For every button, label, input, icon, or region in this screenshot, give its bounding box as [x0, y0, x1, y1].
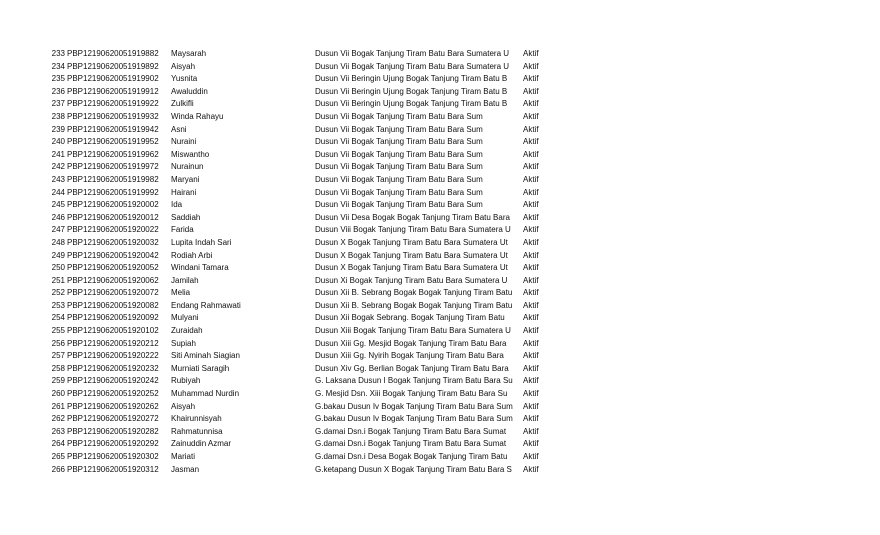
table-row: [0, 438, 880, 451]
row-number: 247: [51, 225, 65, 235]
recipient-status: Aktif: [523, 74, 539, 84]
recipient-code: PBP12190620051920082: [67, 300, 159, 310]
table-row: [0, 48, 880, 61]
recipient-address: Dusun X Bogak Tanjung Tiram Batu Bara Sumatera Ut: [315, 250, 508, 260]
recipient-status: Aktif: [523, 389, 539, 399]
recipient-code: PBP12190620051920302: [67, 452, 159, 461]
row-number: 256: [51, 338, 65, 348]
recipient-name: Zuraidah: [171, 326, 203, 336]
recipient-code: PBP12190620051920292: [67, 439, 159, 449]
recipient-status: Aktif: [523, 401, 539, 411]
row-number: 240: [51, 137, 65, 147]
recipient-address: G. Mesjid Dsn. Xiii Bogak Tanjung Tiram Batu Bara Su: [315, 389, 508, 399]
recipient-code: PBP12190620051920272: [67, 414, 159, 424]
recipient-code: PBP12190620051920012: [67, 212, 159, 222]
row-number: 254: [51, 313, 65, 323]
row-number: 242: [51, 162, 65, 172]
recipient-status: Aktif: [523, 313, 539, 323]
recipient-address: Dusun Vii Bogak Tanjung Tiram Batu Bara Sum: [315, 174, 483, 184]
row-number: 249: [51, 250, 65, 260]
recipient-code: PBP12190620051919882: [67, 49, 159, 58]
recipient-name: Winda Rahayu: [171, 111, 224, 121]
row-number: 241: [51, 149, 65, 159]
recipient-status: Aktif: [523, 288, 539, 298]
recipient-address: Dusun Xii B. Sebrang Bogak Bogak Tanjung Tiram Batu: [315, 288, 513, 298]
table-row: [0, 375, 880, 388]
recipient-code: PBP12190620051919942: [67, 124, 159, 134]
table-row: [0, 73, 880, 86]
table-row: [0, 161, 880, 174]
row-number: 250: [51, 263, 65, 273]
recipient-address: Dusun Xiii Bogak Tanjung Tiram Batu Bara Sumatera U: [315, 326, 511, 336]
table-row: [0, 350, 880, 363]
recipient-address: G.damai Dsn.i Bogak Tanjung Tiram Batu Bara Sumat: [315, 426, 507, 436]
recipient-code: PBP12190620051920092: [67, 313, 159, 323]
recipient-name: Siti Aminah Siagian: [171, 351, 240, 361]
recipient-address: Dusun Vii Desa Bogak Bogak Tanjung Tiram Batu Bara: [315, 212, 510, 222]
recipient-name: Supiah: [171, 338, 196, 348]
row-number: 262: [51, 414, 65, 424]
row-number: 237: [51, 99, 65, 109]
table-row: [0, 451, 880, 464]
recipient-code: PBP12190620051919892: [67, 61, 159, 71]
recipient-status: Aktif: [523, 452, 539, 461]
row-number: 263: [51, 426, 65, 436]
recipient-address: Dusun X Bogak Tanjung Tiram Batu Bara Sumatera Ut: [315, 237, 508, 247]
recipient-code: PBP12190620051920052: [67, 263, 159, 273]
recipient-status: Aktif: [523, 187, 539, 197]
recipient-address: G.bakau Dusun Iv Bogak Tanjung Tiram Batu Bara Sum: [315, 401, 513, 411]
recipient-name: Maysarah: [171, 49, 207, 58]
row-number: 233: [51, 49, 65, 58]
recipient-name: Zainuddin Azmar: [171, 439, 232, 449]
recipient-status: Aktif: [523, 300, 539, 310]
recipient-address: G.damai Dsn.i Desa Bogak Bogak Tanjung Tiram Batu: [315, 452, 508, 461]
table-row: [0, 312, 880, 325]
recipient-address: G.ketapang Dusun X Bogak Tanjung Tiram Batu Bara S: [315, 464, 512, 474]
recipient-code: PBP12190620051920062: [67, 275, 159, 285]
recipient-address: G.damai Dsn.i Bogak Tanjung Tiram Batu Bara Sumat: [315, 439, 507, 449]
recipient-address: Dusun Vii Bogak Tanjung Tiram Batu Bara Sum: [315, 111, 483, 121]
recipient-name: Khairunnisyah: [171, 414, 222, 424]
recipient-code: PBP12190620051919972: [67, 162, 159, 172]
table-row: [0, 61, 880, 74]
recipient-status: Aktif: [523, 162, 539, 172]
recipient-address: Dusun Vii Bogak Tanjung Tiram Batu Bara Sumatera U: [315, 49, 510, 58]
recipient-name: Rodiah Arbi: [171, 250, 213, 260]
recipient-name: Muhammad Nurdin: [171, 389, 240, 399]
table-row: [0, 250, 880, 263]
recipient-code: PBP12190620051920242: [67, 376, 159, 386]
recipient-name: Nuraini: [171, 137, 197, 147]
recipient-status: Aktif: [523, 86, 539, 96]
recipient-name: Mulyani: [171, 313, 199, 323]
recipient-status: Aktif: [523, 464, 539, 474]
table-row: [0, 86, 880, 99]
table-row: [0, 338, 880, 351]
recipient-status: Aktif: [523, 111, 539, 121]
recipient-name: Maryani: [171, 174, 200, 184]
recipient-address: Dusun Vii Bogak Tanjung Tiram Batu Bara Sum: [315, 162, 483, 172]
recipient-status: Aktif: [523, 212, 539, 222]
recipient-status: Aktif: [523, 414, 539, 424]
row-number: 260: [51, 389, 65, 399]
recipient-table: [0, 48, 880, 476]
row-number: 261: [51, 401, 65, 411]
recipient-status: Aktif: [523, 338, 539, 348]
recipient-name: Yusnita: [171, 74, 198, 84]
table-row: [0, 426, 880, 439]
recipient-status: Aktif: [523, 200, 539, 210]
recipient-address: Dusun Xiii Gg. Nyirih Bogak Tanjung Tiram Batu Bara: [315, 351, 504, 361]
recipient-name: Farida: [171, 225, 194, 235]
row-number: 243: [51, 174, 65, 184]
recipient-address: Dusun Xi Bogak Tanjung Tiram Batu Bara Sumatera U: [315, 275, 508, 285]
recipient-address: G.bakau Dusun Iv Bogak Tanjung Tiram Batu Bara Sum: [315, 414, 513, 424]
table-row: [0, 187, 880, 200]
table-row: [0, 262, 880, 275]
table-row: [0, 124, 880, 137]
recipient-name: Ida: [171, 200, 183, 210]
recipient-name: Aisyah: [171, 61, 196, 71]
recipient-code: PBP12190620051920282: [67, 426, 159, 436]
row-number: 238: [51, 111, 65, 121]
recipient-name: Asni: [171, 124, 187, 134]
recipient-status: Aktif: [523, 49, 539, 58]
recipient-code: PBP12190620051920102: [67, 326, 159, 336]
recipient-address: Dusun Vii Beringin Ujung Bogak Tanjung Tiram Batu B: [315, 86, 508, 96]
recipient-name: Zulkifli: [171, 99, 194, 109]
recipient-status: Aktif: [523, 250, 539, 260]
recipient-name: Murniati Saragih: [171, 363, 230, 373]
recipient-code: PBP12190620051920212: [67, 338, 159, 348]
recipient-code: PBP12190620051919912: [67, 86, 159, 96]
table-row: [0, 275, 880, 288]
recipient-address: G. Laksana Dusun I Bogak Tanjung Tiram Batu Bara Su: [315, 376, 513, 386]
row-number: 248: [51, 237, 65, 247]
recipient-status: Aktif: [523, 275, 539, 285]
recipient-address: Dusun Xii B. Sebrang Bogak Bogak Tanjung Tiram Batu: [315, 300, 513, 310]
recipient-name: Hairani: [171, 187, 197, 197]
recipient-status: Aktif: [523, 263, 539, 273]
recipient-code: PBP12190620051919902: [67, 74, 159, 84]
row-number: 252: [51, 288, 65, 298]
recipient-status: Aktif: [523, 99, 539, 109]
recipient-name: Nurainun: [171, 162, 204, 172]
recipient-status: Aktif: [523, 363, 539, 373]
recipient-code: PBP12190620051920002: [67, 200, 159, 210]
recipient-name: Awaluddin: [171, 86, 208, 96]
row-number: 266: [51, 464, 65, 474]
recipient-address: Dusun Vii Bogak Tanjung Tiram Batu Bara Sum: [315, 187, 483, 197]
table-row: [0, 98, 880, 111]
recipient-status: Aktif: [523, 149, 539, 159]
row-number: 235: [51, 74, 65, 84]
recipient-address: Dusun Vii Beringin Ujung Bogak Tanjung Tiram Batu B: [315, 74, 508, 84]
table-row: [0, 363, 880, 376]
recipient-name: Endang Rahmawati: [171, 300, 241, 310]
table-row: [0, 401, 880, 414]
recipient-code: PBP12190620051919952: [67, 137, 159, 147]
table-row: [0, 111, 880, 124]
recipient-code: PBP12190620051919992: [67, 187, 159, 197]
recipient-address: Dusun Vii Bogak Tanjung Tiram Batu Bara Sum: [315, 137, 483, 147]
recipient-name: Melia: [171, 288, 191, 298]
row-number: 253: [51, 300, 65, 310]
recipient-code: PBP12190620051919922: [67, 99, 159, 109]
table-row: [0, 325, 880, 338]
recipient-code: PBP12190620051920232: [67, 363, 159, 373]
recipient-name: Aisyah: [171, 401, 196, 411]
row-number: 239: [51, 124, 65, 134]
row-number: 264: [51, 439, 65, 449]
recipient-address: Dusun Vii Bogak Tanjung Tiram Batu Bara Sumatera U: [315, 61, 510, 71]
recipient-code: PBP12190620051920042: [67, 250, 159, 260]
row-number: 258: [51, 363, 65, 373]
recipient-address: Dusun Xiii Gg. Mesjid Bogak Tanjung Tiram Batu Bara: [315, 338, 507, 348]
recipient-name: Jasman: [171, 464, 200, 474]
recipient-address: Dusun Vii Bogak Tanjung Tiram Batu Bara Sum: [315, 124, 483, 134]
recipient-name: Lupita Indah Sari: [171, 237, 232, 247]
recipient-address: Dusun Vii Bogak Tanjung Tiram Batu Bara Sum: [315, 200, 483, 210]
row-number: 265: [51, 452, 65, 461]
recipient-status: Aktif: [523, 237, 539, 247]
table-row: [0, 212, 880, 225]
recipient-code: PBP12190620051920262: [67, 401, 159, 411]
table-row: [0, 174, 880, 187]
recipient-code: PBP12190620051920312: [67, 464, 159, 474]
recipient-code: PBP12190620051920032: [67, 237, 159, 247]
recipient-code: PBP12190620051920252: [67, 389, 159, 399]
recipient-status: Aktif: [523, 376, 539, 386]
recipient-name: Miswantho: [171, 149, 210, 159]
row-number: 259: [51, 376, 65, 386]
table-row: [0, 287, 880, 300]
recipient-code: PBP12190620051919932: [67, 111, 159, 121]
recipient-address: Dusun Vii Beringin Ujung Bogak Tanjung Tiram Batu B: [315, 99, 508, 109]
recipient-name: Mariati: [171, 452, 196, 461]
table-row: [0, 237, 880, 250]
recipient-address: Dusun Xii Bogak Sebrang. Bogak Tanjung Tiram Batu: [315, 313, 505, 323]
table-row: [0, 388, 880, 401]
recipient-address: Dusun Xiv Gg. Berlian Bogak Tanjung Tiram Batu Bara: [315, 363, 509, 373]
table-row: [0, 224, 880, 237]
table-row: [0, 413, 880, 426]
row-number: 246: [51, 212, 65, 222]
recipient-code: PBP12190620051920222: [67, 351, 159, 361]
row-number: 244: [51, 187, 65, 197]
row-number: 257: [51, 351, 65, 361]
recipient-status: Aktif: [523, 439, 539, 449]
row-number: 236: [51, 86, 65, 96]
row-number: 245: [51, 200, 65, 210]
recipient-status: Aktif: [523, 351, 539, 361]
recipient-status: Aktif: [523, 61, 539, 71]
recipient-address: Dusun Viii Bogak Tanjung Tiram Batu Bara Sumatera U: [315, 225, 511, 235]
recipient-status: Aktif: [523, 426, 539, 436]
recipient-name: Windani Tamara: [171, 263, 229, 273]
table-row: [0, 464, 880, 477]
recipient-code: PBP12190620051920072: [67, 288, 159, 298]
recipient-status: Aktif: [523, 124, 539, 134]
row-number: 251: [51, 275, 65, 285]
recipient-code: PBP12190620051919962: [67, 149, 159, 159]
recipient-status: Aktif: [523, 137, 539, 147]
recipient-name: Rahmatunnisa: [171, 426, 223, 436]
table-row: [0, 149, 880, 162]
recipient-code: PBP12190620051919982: [67, 174, 159, 184]
recipient-code: PBP12190620051920022: [67, 225, 159, 235]
recipient-name: Rubiyah: [171, 376, 201, 386]
recipient-name: Jamilah: [171, 275, 199, 285]
recipient-name: Saddiah: [171, 212, 201, 222]
table-row: [0, 300, 880, 313]
recipient-status: Aktif: [523, 174, 539, 184]
row-number: 255: [51, 326, 65, 336]
recipient-status: Aktif: [523, 326, 539, 336]
table-row: [0, 136, 880, 149]
recipient-address: Dusun Vii Bogak Tanjung Tiram Batu Bara Sum: [315, 149, 483, 159]
recipient-address: Dusun X Bogak Tanjung Tiram Batu Bara Sumatera Ut: [315, 263, 508, 273]
row-number: 234: [51, 61, 65, 71]
table-row: [0, 199, 880, 212]
recipient-status: Aktif: [523, 225, 539, 235]
